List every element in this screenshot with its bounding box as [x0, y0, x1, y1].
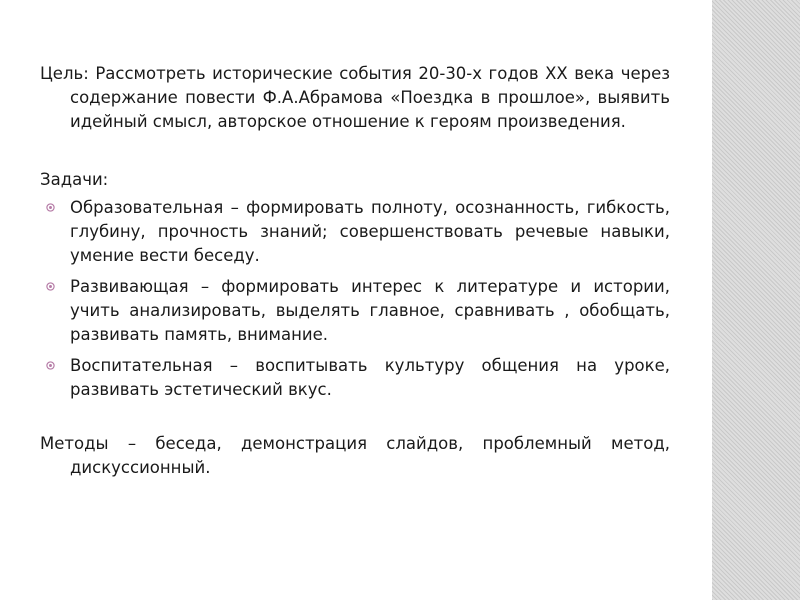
task-item-text: Воспитательная – воспитывать культуру общения на уроке, развивать эстетический вкус.	[70, 356, 670, 399]
task-item-upbringing	[40, 354, 670, 402]
tasks-heading: Задачи:	[40, 170, 109, 189]
slide-content	[40, 62, 670, 480]
circle-bullet-icon	[46, 361, 55, 370]
tasks-list	[40, 196, 670, 402]
methods-paragraph: Методы – беседа, демонстрация слайдов, проблемный метод, дискуссионный.	[40, 434, 670, 477]
task-item-text: Развивающая – формировать интерес к литературе и истории, учить анализировать, выделять главное, сравнивать , обобщать, развивать память, внимание.	[70, 277, 670, 344]
task-item-educational	[40, 196, 670, 268]
goal-paragraph: Цель: Рассмотреть исторические события 20-30-х годов XX века через содержание повести Ф.А.Абрамова «Поездка в прошлое», выявить идейный смысл, авторское отношение к героям произведения.	[40, 64, 670, 131]
circle-bullet-icon	[46, 203, 55, 212]
circle-bullet-icon	[46, 282, 55, 291]
task-item-developing	[40, 275, 670, 347]
decorative-side-band	[712, 0, 800, 600]
task-item-text: Образовательная – формировать полноту, осознанность, гибкость, глубину, прочность знаний; совершенствовать речевые навыки, умение вести беседу.	[70, 198, 670, 265]
